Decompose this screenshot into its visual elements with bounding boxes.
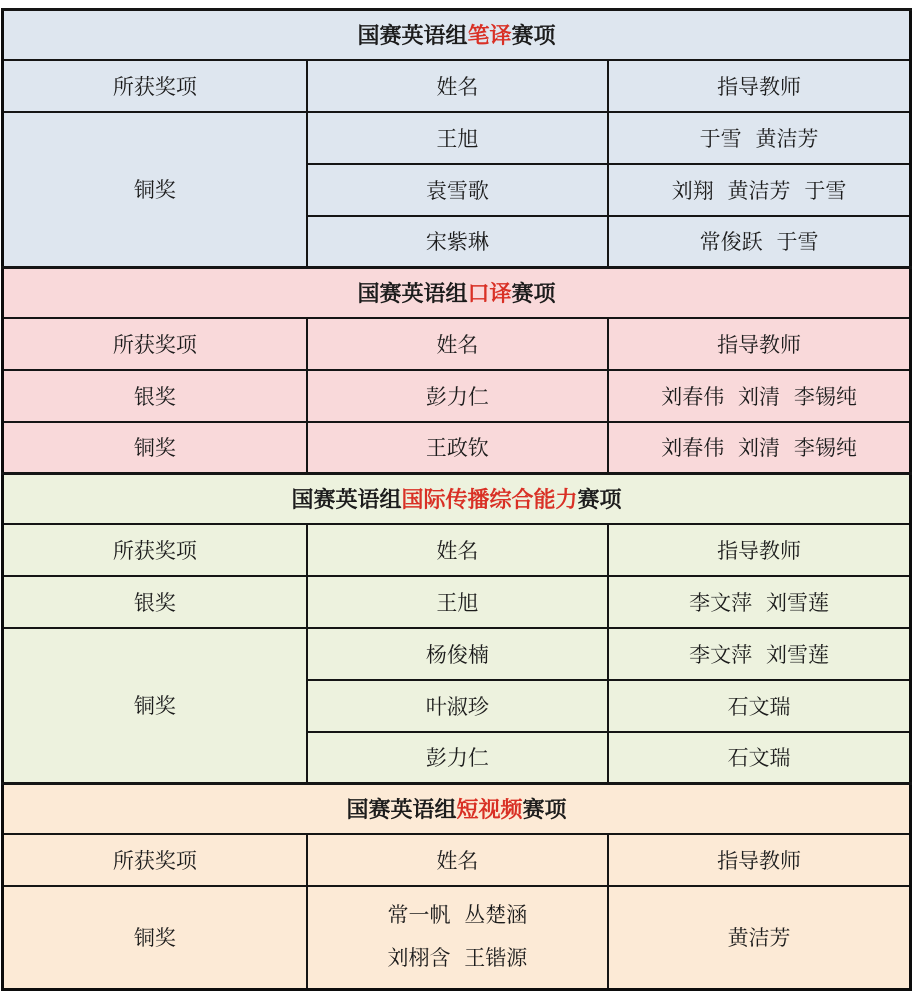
name-cell: 王政钦 xyxy=(307,422,608,474)
table-row xyxy=(3,422,911,474)
teacher-cell: 刘春伟 刘清 李锡纯 xyxy=(608,422,910,474)
teacher-cell: 李文萍 刘雪莲 xyxy=(608,628,910,680)
table-row xyxy=(3,886,911,990)
section-title-suffix: 赛项 xyxy=(577,487,622,513)
column-header-name: 姓名 xyxy=(307,318,608,370)
section-title-suffix: 赛项 xyxy=(511,23,556,49)
name-cell: 宋紫琳 xyxy=(307,216,608,268)
section-interpretation-title-row xyxy=(3,268,911,318)
column-header-row xyxy=(3,60,911,112)
column-header-name: 姓名 xyxy=(307,524,608,576)
section-short-video-title-row xyxy=(3,784,911,834)
column-header-row xyxy=(3,834,911,886)
teacher-cell: 于雪 黄洁芳 xyxy=(608,112,910,164)
award-cell: 银奖 xyxy=(3,370,307,422)
teacher-cell: 黄洁芳 xyxy=(608,886,910,990)
section-title xyxy=(3,784,911,834)
teacher-cell: 刘翔 黄洁芳 于雪 xyxy=(608,164,910,216)
column-header-award: 所获奖项 xyxy=(3,834,307,886)
teacher-cell: 李文萍 刘雪莲 xyxy=(608,576,910,628)
column-header-row xyxy=(3,524,911,576)
column-header-award: 所获奖项 xyxy=(3,60,307,112)
table-row xyxy=(3,112,911,164)
awards-table xyxy=(1,8,912,991)
section-title xyxy=(3,474,911,524)
award-cell: 铜奖 xyxy=(3,422,307,474)
award-cell: 铜奖 xyxy=(3,628,307,784)
name-cell: 袁雪歌 xyxy=(307,164,608,216)
name-cell: 王旭 xyxy=(307,112,608,164)
section-written-translation-title-row xyxy=(3,10,911,60)
column-header-teacher: 指导教师 xyxy=(608,60,910,112)
name-cell xyxy=(307,886,608,990)
section-title-suffix: 赛项 xyxy=(511,281,556,307)
award-cell: 铜奖 xyxy=(3,112,307,268)
name-line-1: 常一帆 丛楚涵 xyxy=(387,904,528,928)
section-title-highlight: 笔译 xyxy=(467,23,512,49)
column-header-teacher: 指导教师 xyxy=(608,524,910,576)
name-cell: 彭力仁 xyxy=(307,370,608,422)
section-title xyxy=(3,268,911,318)
section-title-prefix: 国赛英语组 xyxy=(357,23,468,49)
column-header-teacher: 指导教师 xyxy=(608,834,910,886)
name-cell: 叶淑珍 xyxy=(307,680,608,732)
column-header-award: 所获奖项 xyxy=(3,524,307,576)
section-title-highlight: 口译 xyxy=(467,281,512,307)
section-international-communication-title-row xyxy=(3,474,911,524)
name-cell: 彭力仁 xyxy=(307,732,608,784)
column-header-teacher: 指导教师 xyxy=(608,318,910,370)
name-line-2: 刘栩含 王锴源 xyxy=(387,947,528,971)
name-cell: 王旭 xyxy=(307,576,608,628)
award-cell: 铜奖 xyxy=(3,886,307,990)
section-title xyxy=(3,10,911,60)
section-title-prefix: 国赛英语组 xyxy=(357,281,468,307)
section-title-prefix: 国赛英语组 xyxy=(291,487,402,513)
teacher-cell: 石文瑞 xyxy=(608,680,910,732)
section-title-suffix: 赛项 xyxy=(522,797,567,823)
name-cell: 杨俊楠 xyxy=(307,628,608,680)
table-row xyxy=(3,628,911,680)
table-row xyxy=(3,576,911,628)
table-row xyxy=(3,370,911,422)
award-cell: 银奖 xyxy=(3,576,307,628)
column-header-name: 姓名 xyxy=(307,834,608,886)
section-title-highlight: 短视频 xyxy=(456,797,523,823)
section-title-highlight: 国际传播综合能力 xyxy=(401,487,578,513)
teacher-cell: 石文瑞 xyxy=(608,732,910,784)
teacher-cell: 常俊跃 于雪 xyxy=(608,216,910,268)
column-header-award: 所获奖项 xyxy=(3,318,307,370)
column-header-row xyxy=(3,318,911,370)
section-title-prefix: 国赛英语组 xyxy=(346,797,457,823)
teacher-cell: 刘春伟 刘清 李锡纯 xyxy=(608,370,910,422)
column-header-name: 姓名 xyxy=(307,60,608,112)
